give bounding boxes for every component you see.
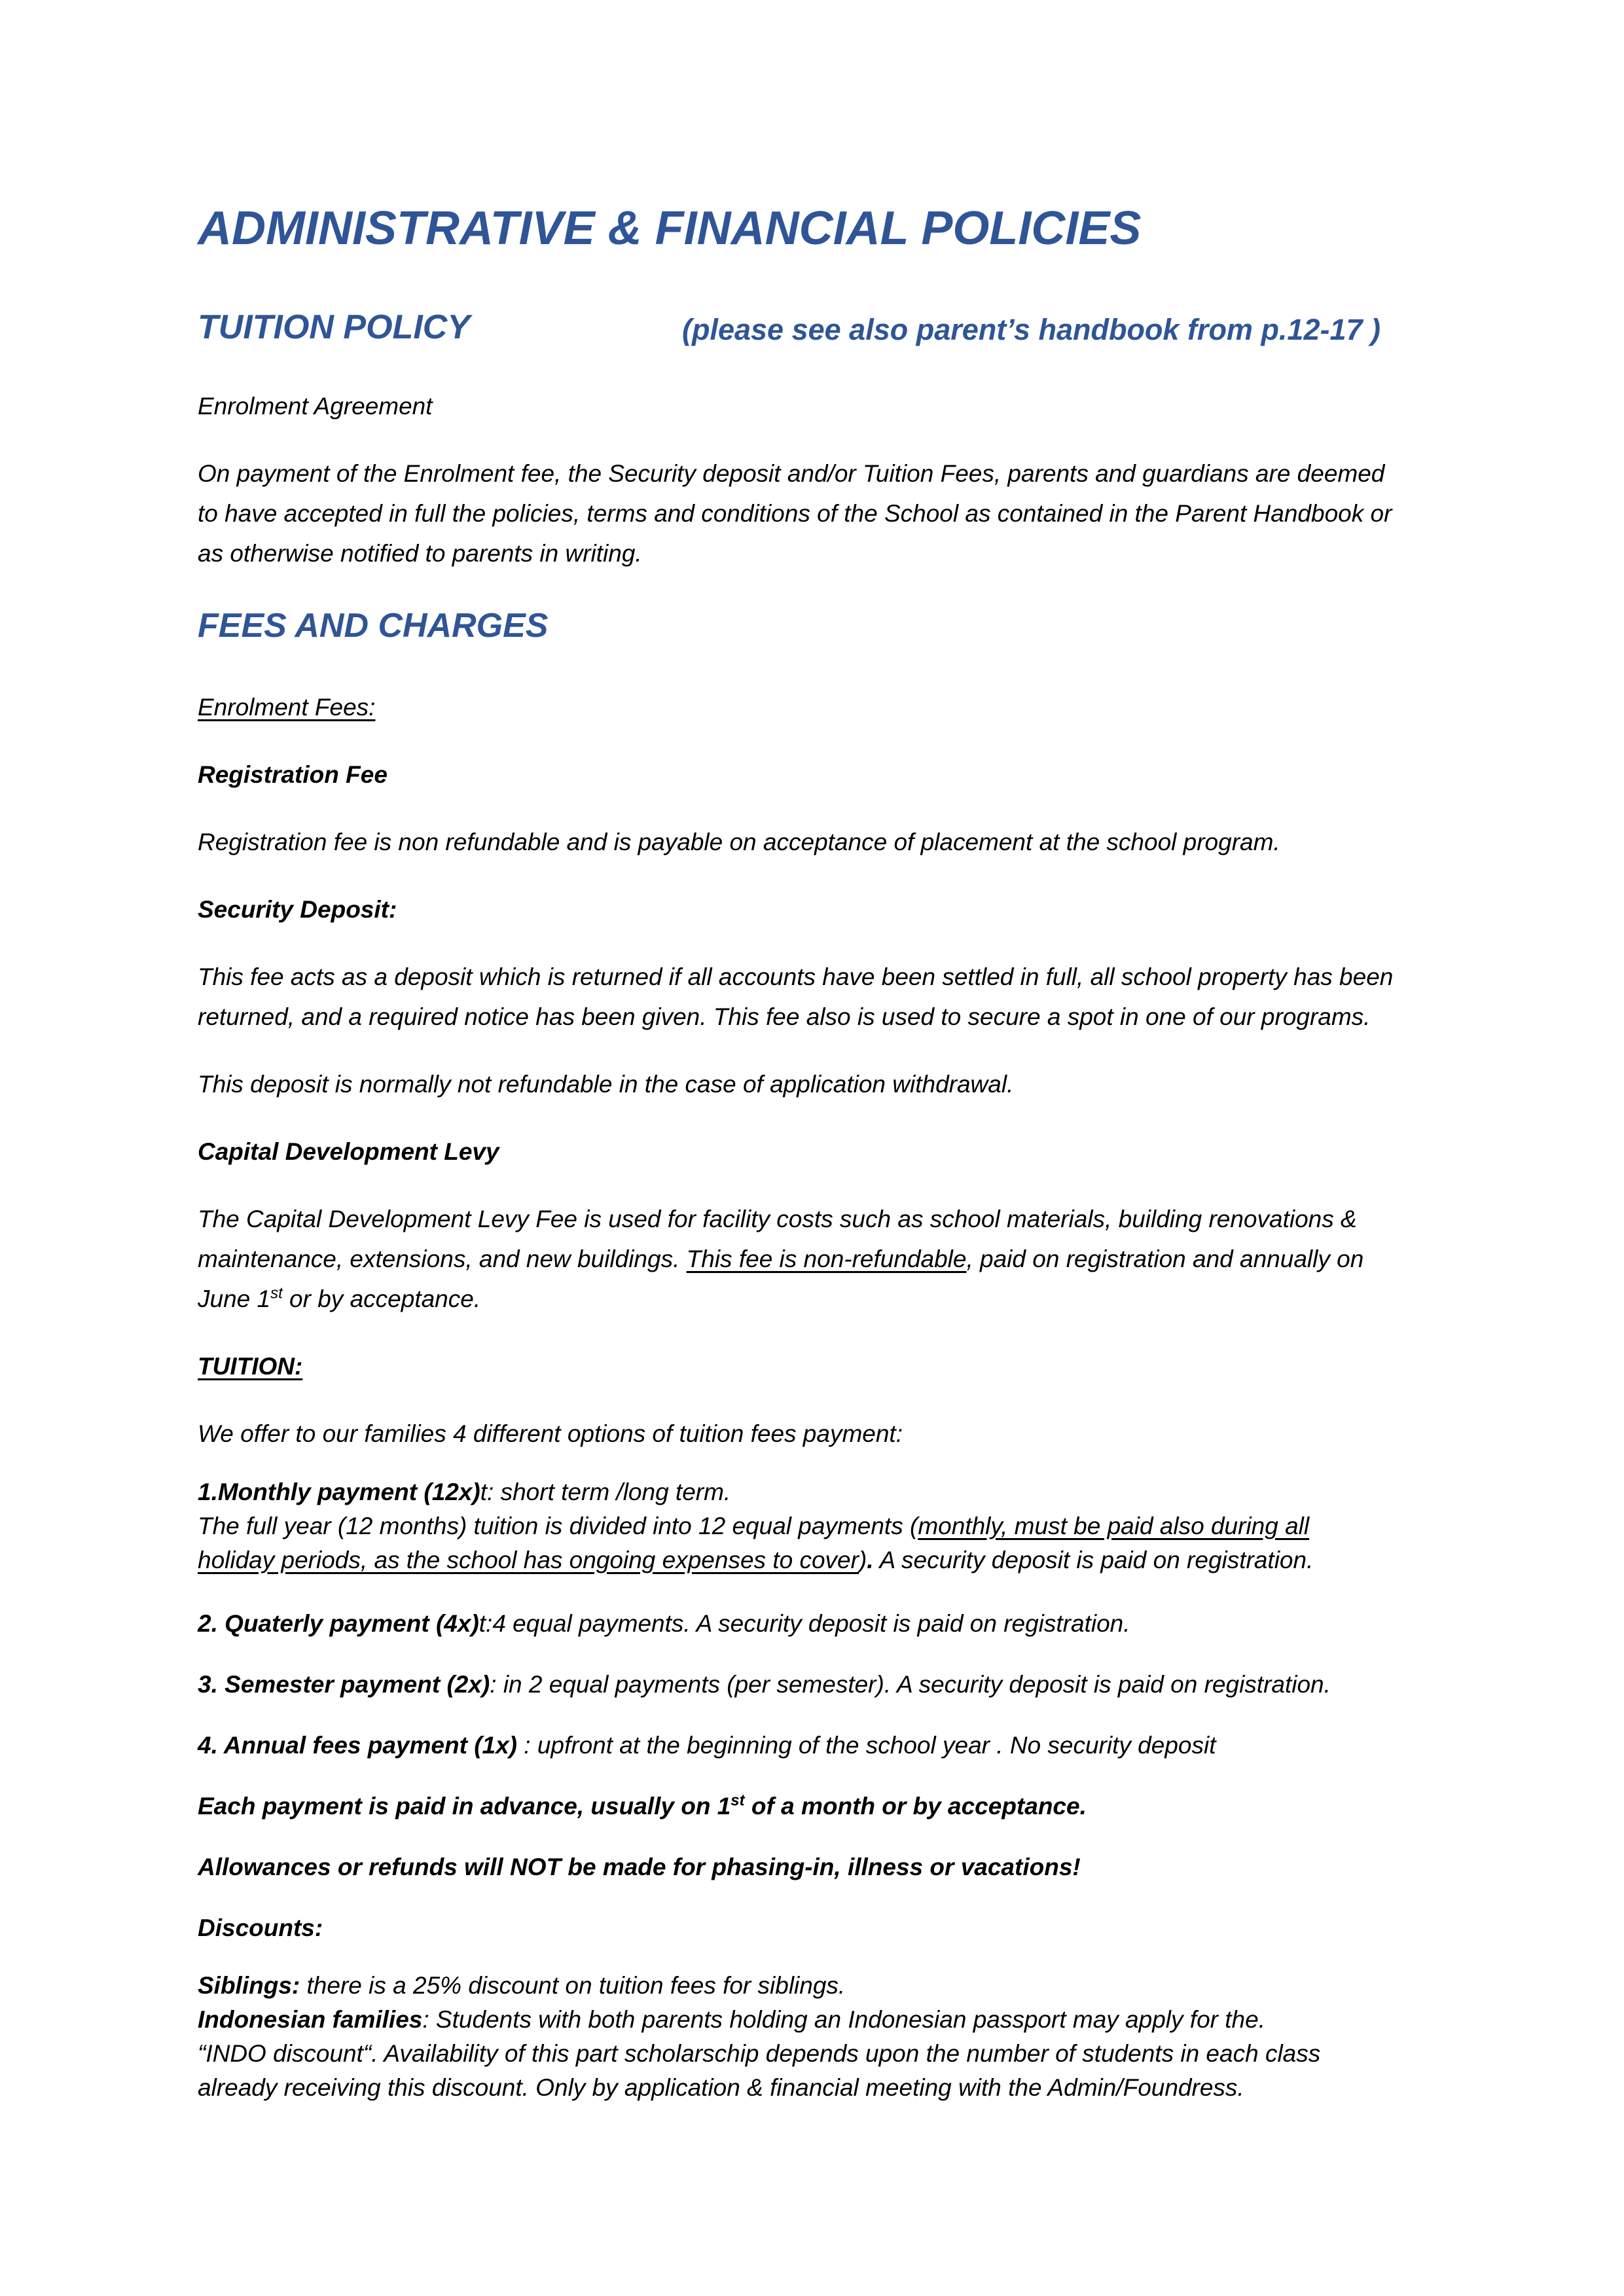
tuition-policy-note: (please see also parent’s handbook from p.12-17 ) — [682, 313, 1381, 346]
discount-label: Siblings: — [198, 1972, 300, 1999]
capital-levy-heading: Capital Development Levy — [198, 1138, 499, 1165]
option-label: 1.Monthly payment (12x) — [198, 1479, 480, 1505]
paragraph-line: The Capital Development Levy Fee is used for facility costs such as school materials, building renovations & — [198, 1206, 1357, 1232]
discounts-paragraph — [198, 1969, 1441, 2105]
paragraph-line — [198, 1279, 1441, 1319]
fees-and-charges-heading: FEES AND CHARGES — [198, 607, 549, 645]
ordinal-suffix: st — [270, 1284, 283, 1302]
text-run: A security deposit is paid on registration. — [873, 1547, 1314, 1573]
discounts-heading: Discounts: — [198, 1914, 323, 1941]
text-run: : upfront at the beginning of the school year . No security deposit — [517, 1732, 1216, 1759]
option-label: 3. Semester payment (2x) — [198, 1671, 490, 1698]
paragraph-line — [198, 1239, 1441, 1279]
registration-fee-text: Registration fee is non refundable and is payable on acceptance of placement at the school program. — [198, 829, 1280, 855]
text-run: there is a 25% discount on tuition fees for siblings. — [300, 1972, 846, 1999]
enrolment-fees-label: Enrolment Fees: — [198, 694, 376, 721]
enrolment-agreement-paragraph — [198, 454, 1441, 573]
paragraph-line — [198, 2003, 1441, 2037]
tuition-heading: TUITION: — [198, 1353, 303, 1380]
text-run: or by acceptance. — [282, 1285, 481, 1312]
paragraph-line: “INDO discount“. Availability of this part scholarschip depends upon the number of students in each class — [198, 2040, 1321, 2067]
discount-label: Indonesian families — [198, 2006, 423, 2033]
underlined-run: monthly, must be paid also during all — [918, 1513, 1310, 1539]
paragraph-line — [198, 1543, 1441, 1577]
text-run: ) — [858, 1547, 867, 1573]
underlined-run: holiday periods, as the school has ongoing expenses to cover — [198, 1547, 859, 1573]
security-deposit-heading: Security Deposit: — [198, 896, 397, 923]
enrolment-agreement-label: Enrolment Agreement — [198, 393, 433, 420]
option-label: 4. Annual fees payment (1x) — [198, 1732, 517, 1759]
security-deposit-note: This deposit is normally not refundable in the case of application withdrawal. — [198, 1071, 1014, 1098]
payment-in-advance-note — [198, 1786, 1087, 1826]
paragraph-line: as otherwise notified to parents in writing. — [198, 540, 642, 567]
tuition-option-semester — [198, 1664, 1331, 1704]
page-title: ADMINISTRATIVE & FINANCIAL POLICIES — [198, 202, 1142, 255]
text-run: t: short term /long term. — [480, 1479, 731, 1505]
text-run: , paid on registration and annually on — [966, 1246, 1364, 1272]
paragraph-line: On payment of the Enrolment fee, the Security deposit and/or Tuition Fees, parents and guardians are deemed — [198, 460, 1385, 487]
text-run: June 1 — [198, 1285, 271, 1312]
text-run: Each payment is paid in advance, usually on 1 — [198, 1793, 731, 1820]
paragraph-line: to have accepted in full the policies, terms and conditions of the School as contained in the Parent Handbook or — [198, 500, 1392, 527]
non-refundable-underlined: This fee is non-refundable — [686, 1246, 967, 1272]
security-deposit-paragraph — [198, 957, 1441, 1037]
paragraph-line — [198, 1969, 1441, 2003]
text-run: of a month or by acceptance. — [744, 1793, 1087, 1820]
text-run: The full year (12 months) tuition is divided into 12 equal payments ( — [198, 1513, 918, 1539]
text-run: t:4 equal payments. A security deposit is paid on registration. — [478, 1610, 1130, 1637]
text-run: : Students with both parents holding an Indonesian passport may apply for the. — [422, 2006, 1265, 2033]
paragraph-line: returned, and a required notice has been given. This fee also is used to secure a spot in one of our programs. — [198, 1003, 1371, 1030]
registration-fee-heading: Registration Fee — [198, 761, 388, 788]
paragraph-line: already receiving this discount. Only by application & financial meeting with the Admin/Foundress. — [198, 2074, 1244, 2101]
text-run: . — [867, 1547, 874, 1573]
capital-levy-paragraph — [198, 1199, 1441, 1319]
text-run: maintenance, extensions, and new buildings. — [198, 1246, 687, 1272]
paragraph-line — [198, 1509, 1441, 1543]
ordinal-suffix: st — [731, 1791, 745, 1810]
tuition-intro: We offer to our families 4 different options of tuition fees payment: — [198, 1420, 903, 1447]
text-run: : in 2 equal payments (per semester). A security deposit is paid on registration. — [490, 1671, 1331, 1698]
paragraph-line — [198, 1475, 1441, 1509]
tuition-option-monthly — [198, 1475, 1441, 1577]
tuition-policy-heading: TUITION POLICY — [198, 308, 470, 346]
tuition-option-annual — [198, 1725, 1216, 1765]
option-label: 2. Quaterly payment (4x) — [198, 1610, 479, 1637]
paragraph-line: This fee acts as a deposit which is returned if all accounts have been settled in full, all school property has been — [198, 963, 1394, 990]
allowances-note: Allowances or refunds will NOT be made for phasing-in, illness or vacations! — [198, 1854, 1081, 1880]
tuition-option-quarterly — [198, 1604, 1130, 1643]
